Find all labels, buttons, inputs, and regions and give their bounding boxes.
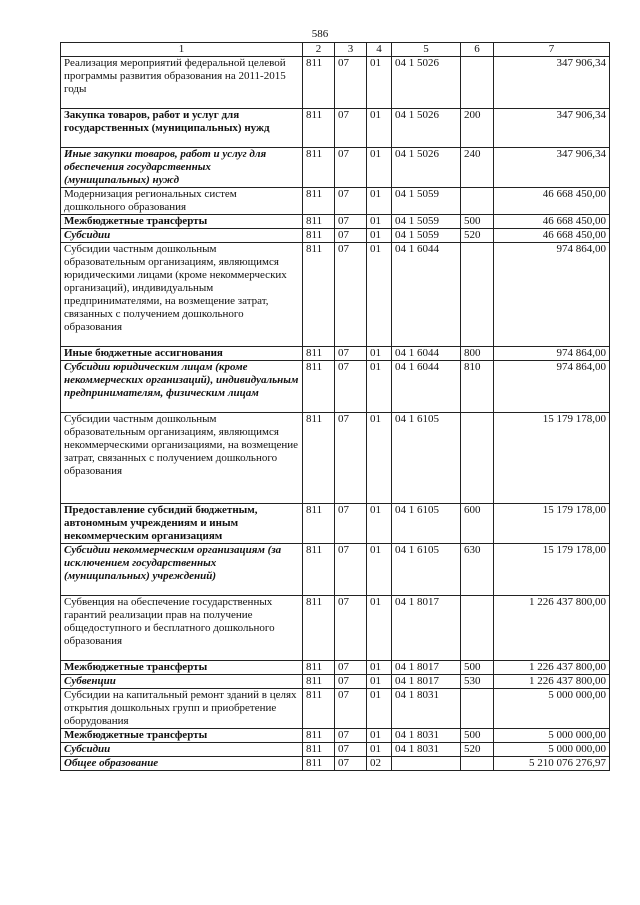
row-expense-type: 630: [461, 544, 494, 596]
table-row: [61, 188, 610, 215]
row-ministry-code: 811: [303, 148, 335, 188]
row-subsection-code: 01: [367, 596, 392, 661]
row-expense-type: 500: [461, 729, 494, 743]
row-expense-type: 520: [461, 743, 494, 757]
row-ministry-code: 811: [303, 188, 335, 215]
row-description: Реализация мероприятий федеральной целевой программы развития образования на 2011-2015 годы: [61, 57, 303, 109]
column-header-3: 3: [335, 43, 367, 57]
column-header-4: 4: [367, 43, 392, 57]
row-amount: 5 000 000,00: [494, 729, 610, 743]
row-expense-type: 800: [461, 347, 494, 361]
row-description: Субсидии на капитальный ремонт зданий в целях открытия дошкольных групп и приобретение оборудования: [61, 689, 303, 729]
row-expense-type: [461, 596, 494, 661]
row-section-code: 07: [335, 757, 367, 771]
row-amount: 1 226 437 800,00: [494, 661, 610, 675]
row-description: Межбюджетные трансферты: [61, 215, 303, 229]
row-section-code: 07: [335, 148, 367, 188]
row-ministry-code: 811: [303, 347, 335, 361]
row-target-article: 04 1 8017: [392, 661, 461, 675]
row-ministry-code: 811: [303, 229, 335, 243]
row-target-article: 04 1 5026: [392, 109, 461, 148]
row-amount: 974 864,00: [494, 347, 610, 361]
row-subsection-code: 01: [367, 148, 392, 188]
row-section-code: 07: [335, 413, 367, 504]
budget-table: [60, 42, 610, 771]
row-target-article: 04 1 5026: [392, 148, 461, 188]
row-expense-type: [461, 689, 494, 729]
row-ministry-code: 811: [303, 57, 335, 109]
row-ministry-code: 811: [303, 504, 335, 544]
row-target-article: [392, 757, 461, 771]
row-target-article: 04 1 5059: [392, 215, 461, 229]
row-subsection-code: 01: [367, 361, 392, 413]
row-description: Субсидии юридическим лицам (кроме некоммерческих организаций), индивидуальным предпринимателям, физическим лицам: [61, 361, 303, 413]
row-target-article: 04 1 6105: [392, 504, 461, 544]
row-amount: 15 179 178,00: [494, 544, 610, 596]
row-amount: 1 226 437 800,00: [494, 596, 610, 661]
row-description: Субвенция на обеспечение государственных гарантий реализации прав на получение общедоступного и бесплатного дошкольного образования: [61, 596, 303, 661]
row-ministry-code: 811: [303, 243, 335, 347]
row-amount: 15 179 178,00: [494, 413, 610, 504]
row-description: Общее образование: [61, 757, 303, 771]
row-amount: 1 226 437 800,00: [494, 675, 610, 689]
row-expense-type: [461, 57, 494, 109]
row-target-article: 04 1 8031: [392, 729, 461, 743]
table-row: [61, 413, 610, 504]
row-amount: 347 906,34: [494, 148, 610, 188]
table-row: [61, 229, 610, 243]
row-ministry-code: 811: [303, 689, 335, 729]
column-header-7: 7: [494, 43, 610, 57]
row-subsection-code: 01: [367, 689, 392, 729]
table-row: [61, 361, 610, 413]
row-target-article: 04 1 8031: [392, 689, 461, 729]
row-expense-type: 240: [461, 148, 494, 188]
row-expense-type: 810: [461, 361, 494, 413]
table-row: [61, 544, 610, 596]
row-subsection-code: 01: [367, 729, 392, 743]
row-description: Субсидии некоммерческим организациям (за исключением государственных (муниципальных) учреждений): [61, 544, 303, 596]
column-header-6: 6: [461, 43, 494, 57]
row-amount: 974 864,00: [494, 361, 610, 413]
row-expense-type: 520: [461, 229, 494, 243]
row-amount: 5 000 000,00: [494, 743, 610, 757]
row-ministry-code: 811: [303, 361, 335, 413]
row-description: Субсидии: [61, 743, 303, 757]
row-amount: 46 668 450,00: [494, 229, 610, 243]
row-subsection-code: 01: [367, 675, 392, 689]
row-description: Межбюджетные трансферты: [61, 661, 303, 675]
row-amount: 46 668 450,00: [494, 215, 610, 229]
row-ministry-code: 811: [303, 743, 335, 757]
table-row: [61, 347, 610, 361]
row-ministry-code: 811: [303, 757, 335, 771]
row-expense-type: 600: [461, 504, 494, 544]
row-section-code: 07: [335, 675, 367, 689]
row-ministry-code: 811: [303, 675, 335, 689]
row-expense-type: [461, 757, 494, 771]
row-ministry-code: 811: [303, 729, 335, 743]
row-target-article: 04 1 5026: [392, 57, 461, 109]
row-subsection-code: 01: [367, 188, 392, 215]
row-description: Модернизация региональных систем дошкольного образования: [61, 188, 303, 215]
row-section-code: 07: [335, 689, 367, 729]
row-amount: 15 179 178,00: [494, 504, 610, 544]
table-row: [61, 148, 610, 188]
table-row: [61, 596, 610, 661]
row-description: Субсидии частным дошкольным образовательным организациям, являющимся юридическими лицами (кроме некоммерческих организаций), индивидуальным предпринимателями, на возмещение затрат, связанных с получением дошкольного образования: [61, 243, 303, 347]
row-description: Субвенции: [61, 675, 303, 689]
row-target-article: 04 1 6105: [392, 413, 461, 504]
row-target-article: 04 1 6044: [392, 347, 461, 361]
row-section-code: 07: [335, 215, 367, 229]
row-section-code: 07: [335, 544, 367, 596]
column-header-5: 5: [392, 43, 461, 57]
row-amount: 5 000 000,00: [494, 689, 610, 729]
row-subsection-code: 01: [367, 215, 392, 229]
row-description: Субсидии: [61, 229, 303, 243]
table-row: [61, 689, 610, 729]
row-target-article: 04 1 5059: [392, 229, 461, 243]
row-section-code: 07: [335, 243, 367, 347]
row-ministry-code: 811: [303, 596, 335, 661]
row-section-code: 07: [335, 57, 367, 109]
row-amount: 347 906,34: [494, 57, 610, 109]
row-expense-type: [461, 413, 494, 504]
row-expense-type: 500: [461, 215, 494, 229]
row-description: Иные бюджетные ассигнования: [61, 347, 303, 361]
row-expense-type: [461, 188, 494, 215]
row-amount: 5 210 076 276,97: [494, 757, 610, 771]
row-amount: 974 864,00: [494, 243, 610, 347]
row-target-article: 04 1 8031: [392, 743, 461, 757]
row-section-code: 07: [335, 504, 367, 544]
table-row: [61, 729, 610, 743]
row-subsection-code: 01: [367, 504, 392, 544]
row-section-code: 07: [335, 743, 367, 757]
table-row: [61, 743, 610, 757]
row-subsection-code: 01: [367, 661, 392, 675]
table-row: [61, 504, 610, 544]
row-ministry-code: 811: [303, 661, 335, 675]
row-ministry-code: 811: [303, 413, 335, 504]
row-ministry-code: 811: [303, 544, 335, 596]
row-description: Предоставление субсидий бюджетным, автономным учреждениям и иным некоммерческим организациям: [61, 504, 303, 544]
row-target-article: 04 1 6044: [392, 361, 461, 413]
row-subsection-code: 01: [367, 109, 392, 148]
row-section-code: 07: [335, 109, 367, 148]
row-section-code: 07: [335, 596, 367, 661]
row-subsection-code: 01: [367, 413, 392, 504]
row-amount: 347 906,34: [494, 109, 610, 148]
table-row: [61, 215, 610, 229]
row-description: Иные закупки товаров, работ и услуг для обеспечения государственных (муниципальных) нужд: [61, 148, 303, 188]
row-target-article: 04 1 6044: [392, 243, 461, 347]
row-section-code: 07: [335, 347, 367, 361]
row-section-code: 07: [335, 361, 367, 413]
row-subsection-code: 02: [367, 757, 392, 771]
row-subsection-code: 01: [367, 544, 392, 596]
row-ministry-code: 811: [303, 109, 335, 148]
table-row: [61, 661, 610, 675]
column-header-2: 2: [303, 43, 335, 57]
table-row: [61, 675, 610, 689]
table-body: [61, 57, 610, 771]
table-row: [61, 57, 610, 109]
row-expense-type: 200: [461, 109, 494, 148]
row-description: Субсидии частным дошкольным образовательным организациям, являющимся некоммерческими организациями, на возмещение затрат, связанных с получением дошкольного образования: [61, 413, 303, 504]
row-subsection-code: 01: [367, 743, 392, 757]
row-section-code: 07: [335, 188, 367, 215]
table-row: [61, 243, 610, 347]
page-number: 586: [311, 28, 329, 40]
row-amount: 46 668 450,00: [494, 188, 610, 215]
table-row: [61, 757, 610, 771]
row-subsection-code: 01: [367, 243, 392, 347]
table-header-row: [61, 43, 610, 57]
row-subsection-code: 01: [367, 57, 392, 109]
table-row: [61, 109, 610, 148]
row-ministry-code: 811: [303, 215, 335, 229]
row-expense-type: 500: [461, 661, 494, 675]
row-description: Межбюджетные трансферты: [61, 729, 303, 743]
row-section-code: 07: [335, 661, 367, 675]
row-target-article: 04 1 8017: [392, 675, 461, 689]
row-subsection-code: 01: [367, 229, 392, 243]
column-header-1: 1: [61, 43, 303, 57]
row-expense-type: 530: [461, 675, 494, 689]
row-subsection-code: 01: [367, 347, 392, 361]
row-target-article: 04 1 5059: [392, 188, 461, 215]
row-section-code: 07: [335, 229, 367, 243]
row-section-code: 07: [335, 729, 367, 743]
row-description: Закупка товаров, работ и услуг для государственных (муниципальных) нужд: [61, 109, 303, 148]
row-target-article: 04 1 6105: [392, 544, 461, 596]
row-target-article: 04 1 8017: [392, 596, 461, 661]
row-expense-type: [461, 243, 494, 347]
